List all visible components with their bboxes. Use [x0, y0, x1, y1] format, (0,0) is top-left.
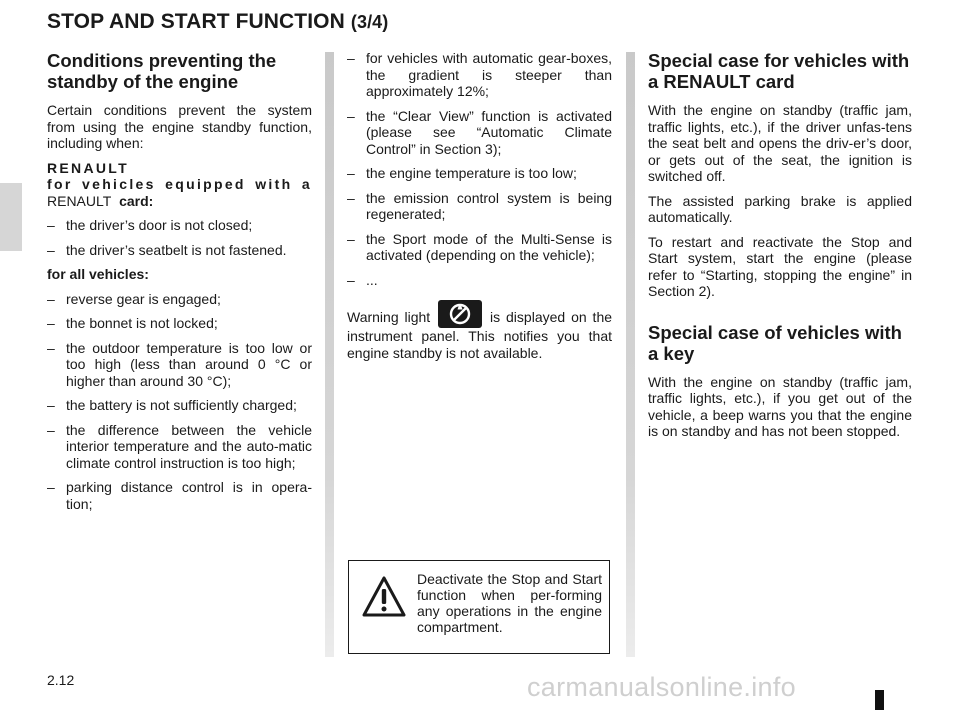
list-item: – ... — [347, 271, 378, 288]
intro-paragraph: Certain conditions prevent the system from using the engine standby function, including when: — [47, 102, 312, 151]
list-item: – the bonnet is not locked; — [47, 315, 218, 331]
footer-mark — [875, 690, 884, 710]
warning-light-paragraph: Warning light is displayed on the instrument panel. This notifies you that engine standby is not available. — [347, 300, 612, 362]
renault-card-conditions-list — [47, 217, 312, 258]
list-item: – the “Clear View” function is activated (please see “Automatic Climate Control” in Section 3); — [347, 107, 612, 157]
warning-triangle-icon — [361, 575, 407, 619]
heading-conditions: Conditions preventing the standby of the engine — [47, 50, 277, 92]
list-item: – the emission control system is being regenerated; — [347, 189, 612, 222]
list-item: – the outdoor temperature is too low or too high (less than around 0 °C or higher than around 30 °C); — [47, 339, 312, 389]
warning-box — [348, 560, 610, 654]
page-part: (3/4) — [350, 12, 389, 32]
more-conditions-list — [347, 50, 612, 288]
watermark: carmanualsonline.info — [527, 672, 796, 702]
section-tab — [0, 183, 22, 251]
page-title: STOP AND START FUNCTION (3/4) — [47, 10, 389, 33]
list-item: – the driver’s door is not closed; — [47, 217, 253, 233]
page-number: 2.12 — [47, 672, 75, 688]
list-item: – the battery is not sufficiently charged; — [47, 397, 297, 413]
stop-start-unavailable-icon — [438, 300, 482, 328]
heading-key-case: Special case of vehicles with a key — [648, 321, 902, 364]
list-item: – the driver’s seatbelt is not fastened. — [47, 241, 287, 258]
renault-card-label: RENAULT for vehicles equipped with a RENAULT card: — [47, 159, 312, 209]
list-item: – the Sport mode of the Multi-Sense is activated (depending on the vehicle); — [347, 230, 612, 263]
column-more-conditions — [347, 50, 612, 370]
list-item: – for vehicles with automatic gear-boxes, the gradient is steeper than approximately 12%; — [347, 50, 612, 99]
paragraph: With the engine on standby (traffic jam, traffic lights, etc.), if the driver unfas-tens the seat belt and opens the driv-er’s door, or gets out of the seat, the ignition is switched off. — [648, 102, 912, 184]
paragraph: To restart and reactivate the Stop and Start system, start the engine (please refer to “Starting, stopping the engine” in Section 2). — [648, 233, 912, 299]
all-vehicles-label: for all vehicles: — [47, 266, 149, 282]
heading-renault-card-case: Special case for vehicles with a RENAULT card — [648, 50, 910, 92]
list-item: – the engine temperature is too low; — [347, 165, 577, 181]
list-item: – parking distance control is in opera-tion; — [47, 479, 312, 512]
all-vehicles-conditions-list — [47, 291, 312, 513]
paragraph: The assisted parking brake is applied automatically. — [648, 192, 912, 225]
warning-box-text: Deactivate the Stop and Start function when per-forming any operations in the engine compartment. — [417, 571, 602, 635]
column-divider-right — [626, 52, 635, 657]
list-item: – reverse gear is engaged; — [47, 290, 221, 307]
paragraph: With the engine on standby (traffic jam, traffic lights, etc.), if you get out of the vehicle, a beep warns you that the engine is on standby and has not been stopped. — [648, 373, 912, 439]
list-item: – the difference between the vehicle interior temperature and the auto-matic climate control instruction is too high; — [47, 421, 312, 471]
column-divider-left — [325, 52, 334, 657]
column-special-cases — [648, 50, 912, 448]
column-conditions — [47, 50, 312, 520]
